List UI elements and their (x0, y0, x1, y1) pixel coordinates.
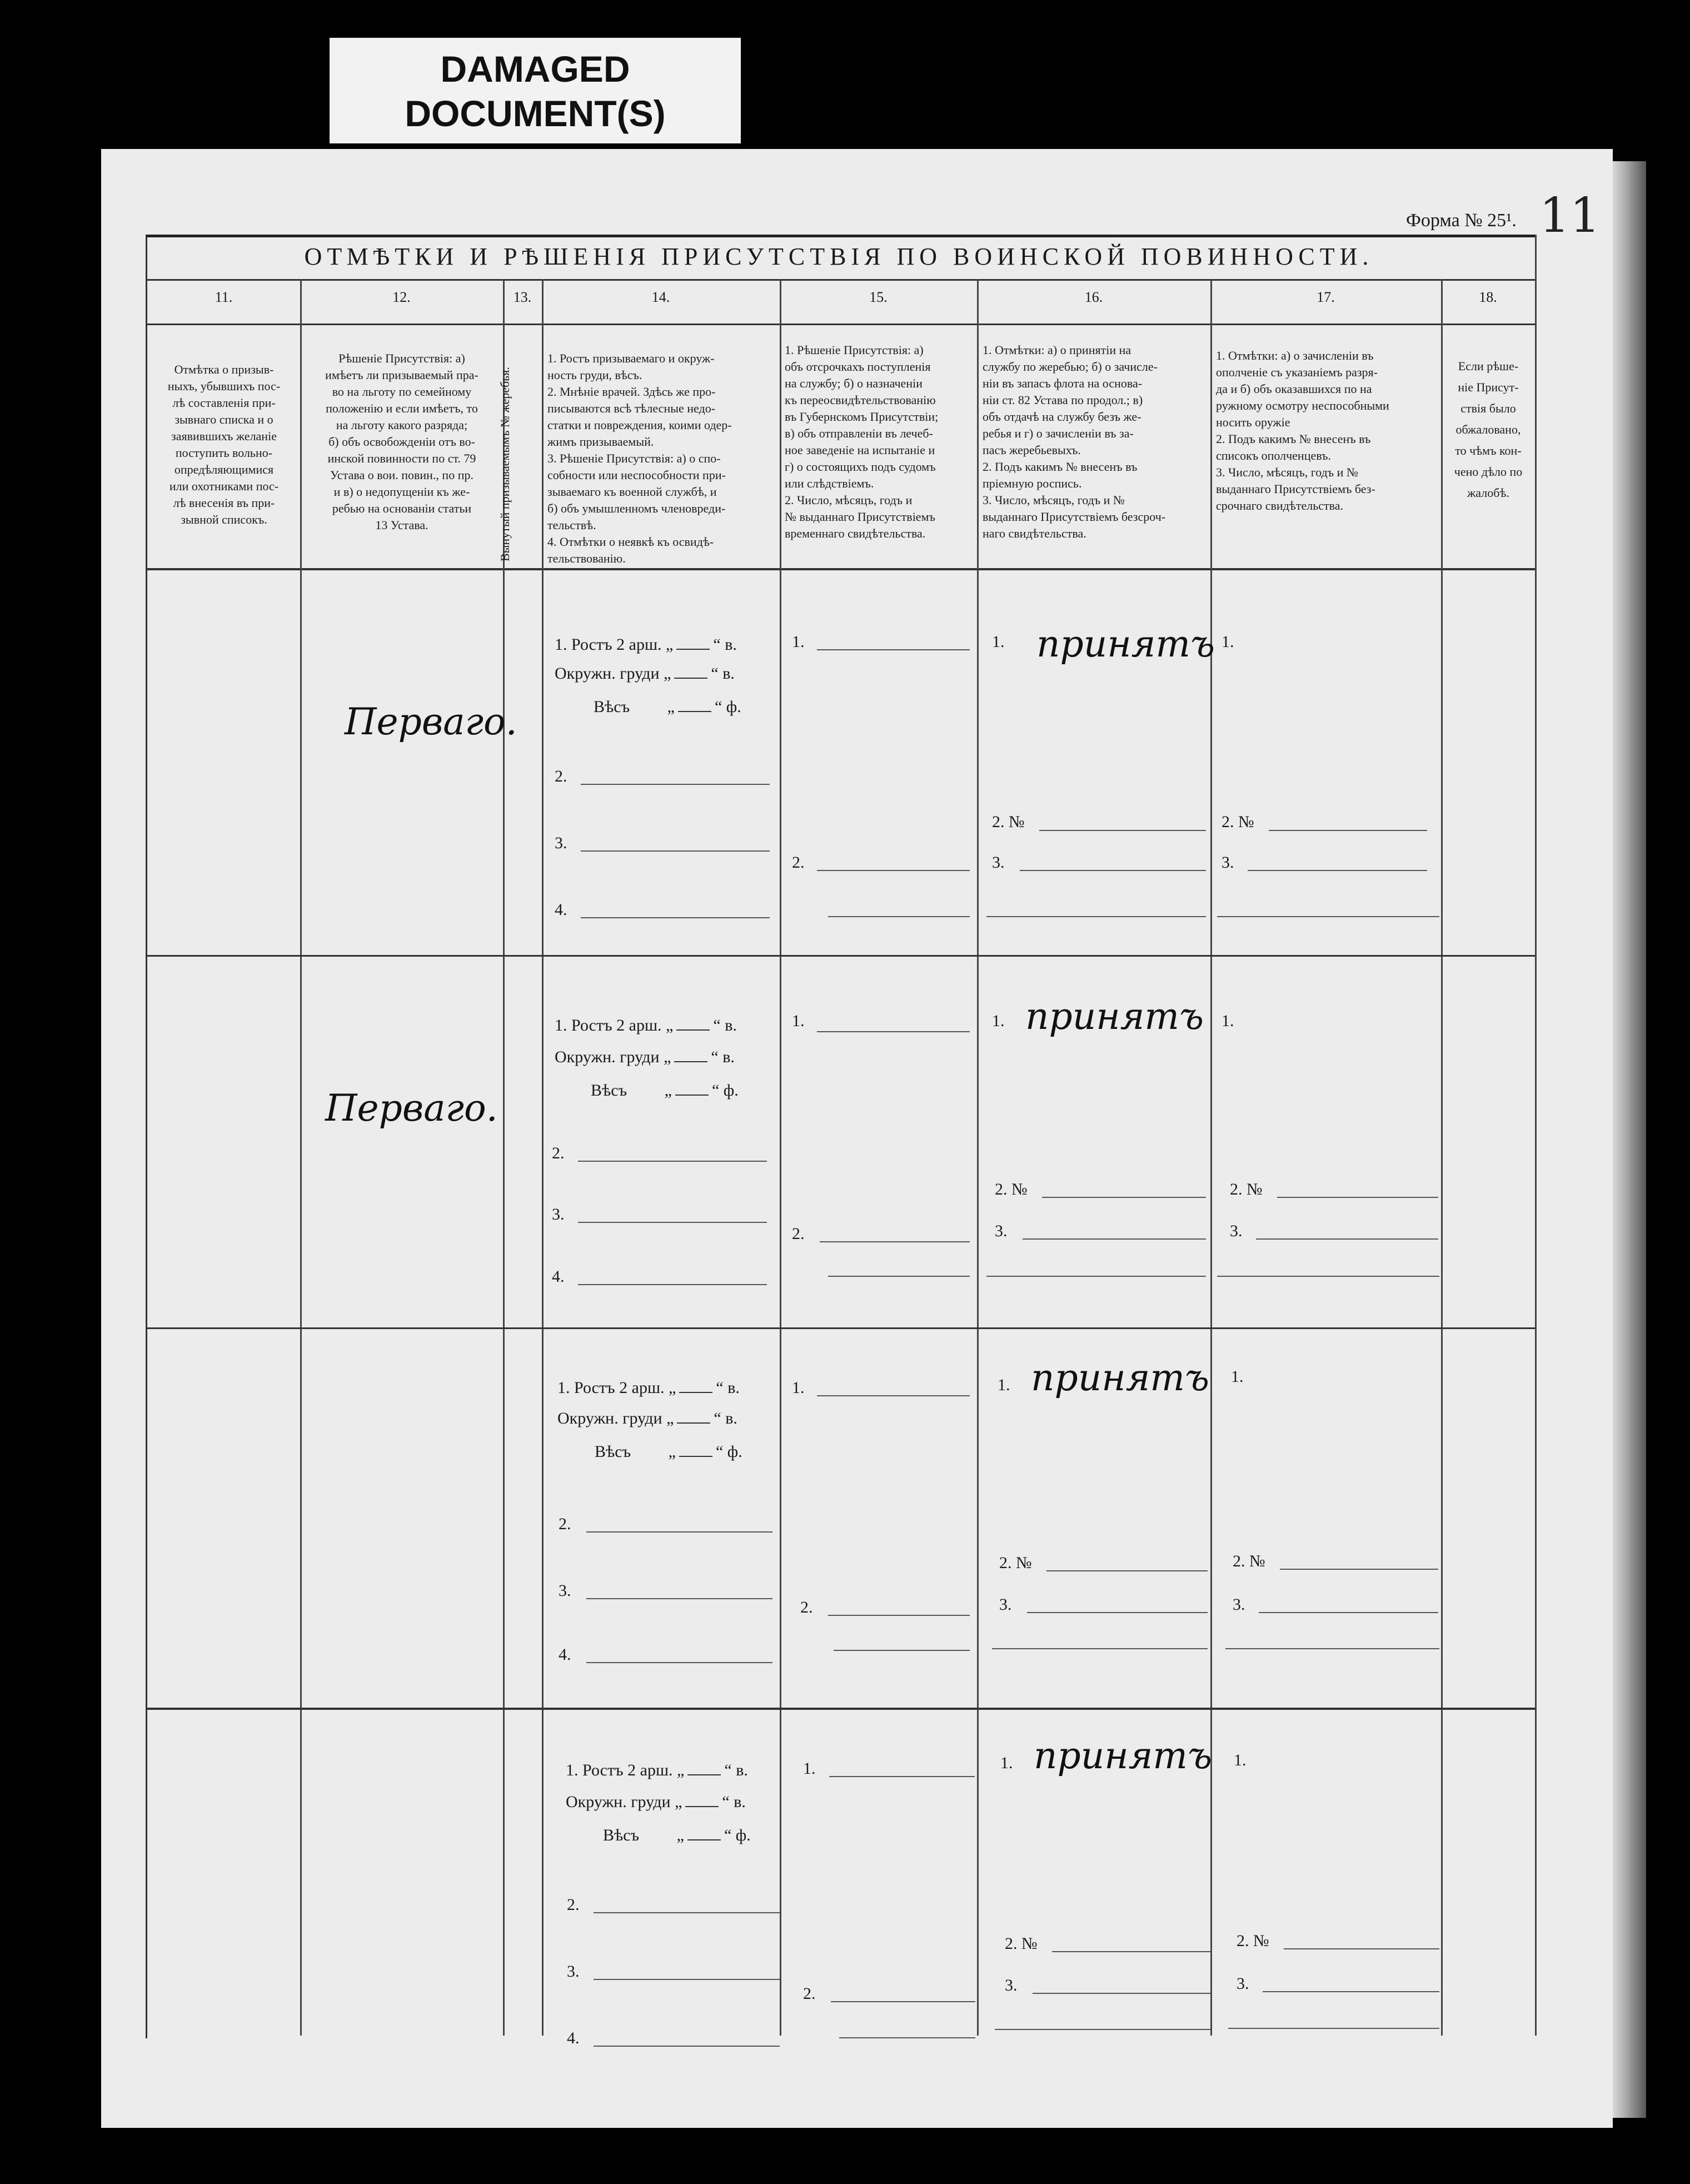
column-number-15: 15. (869, 289, 888, 305)
rule-under-headings (146, 568, 1535, 570)
row-separator-1 (146, 955, 1535, 957)
row2-col14-line3 (578, 1222, 767, 1223)
folio-number: 11 (1539, 188, 1601, 243)
column-heading-11: Отмѣтка о призыв- ныхъ, убывшихъ пос- лѣ составленія при- зывнаго списка и о заявившихъ желаніе поступить вольно- опредѣляющимися или охотниками пос- лѣ внесенія въ при- зывной списокъ. (167, 362, 281, 526)
row2-col15-line3 (828, 1276, 970, 1277)
page-edge (1613, 161, 1646, 2118)
row2-col16-item2: 2. № (995, 1180, 1028, 1198)
form-number: Форма № 25¹. (1406, 210, 1517, 231)
row1-col16-entry: принятъ (1036, 623, 1215, 665)
row2-col17-line4 (1217, 1276, 1439, 1277)
row4-col14-line2 (594, 1912, 780, 1913)
row3-chest-line: Окружн. груди „ “ в. (557, 1409, 737, 1427)
row3-col15-item2: 2. (800, 1598, 813, 1616)
row2-col16-item3: 3. (995, 1222, 1008, 1240)
row2-col14-item4: 4. (552, 1267, 565, 1286)
row1-col15-line2 (817, 870, 970, 871)
column-heading-12: Рѣшеніе Присутствія: а) имѣетъ ли призываемый пра- во на льготу по семейному положенію и если имѣетъ, то на льготу какого разряда; б) объ освобожденіи отъ во- инской повинности по ст. 79 Устава о вои. повин., по пр. и в) о недопущеніи къ же- ребью на основаніи статьи 13 Устава. (325, 351, 478, 532)
column-number-17: 17. (1317, 289, 1335, 305)
row2-col15-line2 (820, 1241, 970, 1242)
row4-col14-item2: 2. (567, 1896, 580, 1914)
row3-col17-item2: 2. № (1233, 1552, 1265, 1570)
row1-col14-item4: 4. (555, 901, 567, 919)
row4-col14-item4: 4. (567, 2029, 580, 2047)
row1-col14-item3: 3. (555, 834, 567, 852)
row1-col14-line3 (581, 850, 770, 852)
row3-col17-item1: 1. (1231, 1367, 1244, 1386)
row3-col16-item2: 2. № (999, 1554, 1032, 1572)
row4-col16-item1: 1. (1000, 1754, 1013, 1772)
row2-col15-item1: 1. (792, 1012, 805, 1030)
row2-col12-entry: Перваго. (325, 1087, 498, 1130)
row3-col15-item1: 1. (792, 1379, 805, 1397)
row1-col14-line4 (581, 917, 770, 918)
row2-col16-line3 (1023, 1238, 1206, 1240)
row4-col16-line3 (1033, 1993, 1210, 1994)
row1-col16-line2 (1039, 830, 1206, 831)
row2-col14-line4 (578, 1284, 767, 1285)
row1-height-line: 1. Ростъ 2 арш. „ “ в. (555, 635, 737, 654)
row3-col16-line4 (992, 1648, 1208, 1649)
row1-col17-item2: 2. № (1222, 813, 1254, 831)
column-heading-18: Если рѣше- ніе Присут- ствія было обжаловано, то чѣмъ кон- чено дѣло по жалобѣ. (1454, 359, 1523, 500)
row1-col15-item2: 2. (792, 853, 805, 872)
row1-col16-line3 (1020, 870, 1206, 871)
row3-col14-item4: 4. (559, 1645, 571, 1664)
row1-col14-item2: 2. (555, 767, 567, 785)
row4-col17-item2: 2. № (1237, 1932, 1269, 1950)
row4-col17-item1: 1. (1234, 1751, 1247, 1769)
row4-col16-item2: 2. № (1005, 1934, 1038, 1953)
row2-col16-line4 (986, 1276, 1206, 1277)
column-heading-15: 1. Рѣшеніе Присутствія: а) объ отсрочкахъ поступленія на службу; б) о назначеніи къ переосвидѣтельствованію въ Губернскомъ Присутствіи; в) объ отправленіи въ лечеб- ное заведеніе на испытаніе и г) о состоящихъ подъ судомъ или слѣдствіемъ. 2. Число, мѣсяцъ, годъ и № выданнаго Присутствіемъ временнаго свидѣтельства. (785, 343, 939, 540)
row2-col17-item3: 3. (1230, 1222, 1243, 1240)
row3-col14-line4 (586, 1662, 772, 1663)
row1-col16-item1: 1. (992, 633, 1005, 651)
row1-col16-item3: 3. (992, 853, 1005, 872)
row2-height-line: 1. Ростъ 2 арш. „ “ в. (555, 1016, 737, 1034)
row4-col17-line2 (1284, 1948, 1439, 1949)
row2-col14-line2 (578, 1161, 767, 1162)
row4-col15-line2 (831, 2001, 975, 2002)
row4-col16-line2 (1052, 1951, 1210, 1952)
row2-col17-item1: 1. (1222, 1012, 1234, 1030)
column-number-13: 13. (513, 289, 532, 305)
row3-col17-line2 (1280, 1569, 1438, 1570)
row1-col16-item2: 2. № (992, 813, 1025, 831)
row4-col14-item3: 3. (567, 1962, 580, 1981)
table-title: ОТМѢТКИ И РѢШЕНІЯ ПРИСУТСТВІЯ ПО ВОИНСКОЙ ПОВИННОСТИ. (304, 243, 1374, 270)
row1-col17-line2 (1269, 830, 1427, 831)
row3-col17-item3: 3. (1233, 1595, 1245, 1614)
stamp-line-2: DOCUMENT(S) (405, 93, 666, 134)
row2-chest-line: Окружн. груди „ “ в. (555, 1048, 735, 1066)
row4-col14-line3 (594, 1979, 780, 1980)
column-number-12: 12. (392, 289, 411, 305)
column-number-11: 11. (215, 289, 233, 305)
row1-weight-line: Вѣсъ „ “ ф. (594, 698, 741, 716)
row-separator-2 (146, 1327, 1535, 1329)
row3-col16-line3 (1027, 1612, 1208, 1613)
column-number-16: 16. (1084, 289, 1103, 305)
row2-col15-item2: 2. (792, 1225, 805, 1243)
row4-col17-item3: 3. (1237, 1974, 1249, 1993)
row1-chest-line: Окружн. груди „ “ в. (555, 664, 735, 683)
row4-col15-line1 (829, 1776, 975, 1777)
row1-col15-line1 (817, 649, 970, 650)
column-heading-14: 1. Ростъ призываемаго и окруж- ность груди, вѣсъ. 2. Мнѣніе врачей. Здѣсь же про- писываются всѣ тѣлесные недо- статки и повреждения, коими одер- жимъ призываемый. 3. Рѣшеніе Присутствія: а) о спо- собности или неспособности при- зываемаго къ военной службѣ, и б) объ умышленномъ членовреди- тельствѣ. 4. Отмѣтки о неявкѣ къ освидѣ- тельствованію. (547, 351, 732, 565)
rule-under-title (146, 279, 1535, 281)
row3-col16-item1: 1. (998, 1376, 1010, 1394)
row2-weight-line: Вѣсъ „ “ ф. (591, 1081, 739, 1100)
row1-col17-item3: 3. (1222, 853, 1234, 872)
column-heading-13: Вынутый призываемымъ № жеребья. (498, 367, 512, 561)
row-separator-3 (146, 1708, 1535, 1710)
row4-col17-line4 (1228, 2028, 1439, 2029)
row3-col15-line3 (834, 1650, 970, 1651)
row3-col14-item3: 3. (559, 1581, 571, 1600)
col-divider-3 (542, 279, 544, 2036)
row3-col17-line4 (1225, 1648, 1439, 1649)
row2-col17-item2: 2. № (1230, 1180, 1263, 1198)
row2-col16-entry: принятъ (1025, 995, 1204, 1038)
row3-col16-line2 (1046, 1570, 1208, 1571)
row1-col17-line3 (1248, 870, 1427, 871)
row4-col16-line4 (995, 2029, 1210, 2030)
row1-col16-line4 (986, 916, 1206, 917)
row1-col17-line4 (1217, 916, 1439, 917)
row4-col16-entry: принятъ (1034, 1734, 1213, 1777)
row4-height-line: 1. Ростъ 2 арш. „ “ в. (566, 1761, 748, 1779)
row3-weight-line: Вѣсъ „ “ ф. (595, 1442, 742, 1461)
row3-col16-entry: принятъ (1031, 1356, 1210, 1399)
col-divider-1 (300, 279, 302, 2036)
row4-col14-line4 (594, 2046, 780, 2047)
row1-col17-item1: 1. (1222, 633, 1234, 651)
row3-col14-line3 (586, 1598, 772, 1599)
row4-weight-line: Вѣсъ „ “ ф. (603, 1826, 751, 1844)
row4-col15-item1: 1. (803, 1759, 816, 1778)
row2-col14-item3: 3. (552, 1205, 565, 1223)
row3-col16-item3: 3. (999, 1595, 1012, 1614)
row2-col16-item1: 1. (992, 1012, 1005, 1030)
column-number-14: 14. (651, 289, 670, 305)
row4-chest-line: Окружн. груди „ “ в. (566, 1793, 746, 1811)
row2-col17-line3 (1256, 1238, 1438, 1240)
row4-col17-line3 (1263, 1991, 1439, 1992)
stamp-line-1: DAMAGED (440, 48, 630, 89)
col-divider-right (1535, 235, 1537, 2036)
row1-col12-entry: Перваго. (345, 700, 517, 743)
col-divider-4 (780, 279, 781, 2036)
row3-col14-line2 (586, 1531, 772, 1533)
col-divider-7 (1441, 279, 1443, 2036)
row4-col15-line3 (839, 2037, 975, 2038)
column-number-18: 18. (1479, 289, 1497, 305)
row4-col15-item2: 2. (803, 1984, 816, 2003)
row3-height-line: 1. Ростъ 2 арш. „ “ в. (557, 1379, 740, 1397)
row3-col17-line3 (1259, 1612, 1438, 1613)
column-heading-16: 1. Отмѣтки: а) о принятіи на службу по жеребью; б) о зачисле- ніи въ запасъ флота на основа- ніи ст. 82 Устава по продол.; в) объ отдачѣ на службу безъ же- ребья и г) о зачисленіи въ за- пасъ жеребьевыхъ. 2. Подъ какимъ № внесенъ въ пріемную роспись. 3. Число, мѣсяцъ, годъ и № выданнаго Присутствіемъ безсроч- наго свидѣтельства. (983, 343, 1166, 540)
row1-col15-line3 (828, 916, 970, 917)
row3-col14-item2: 2. (559, 1515, 571, 1533)
row2-col16-line2 (1042, 1197, 1206, 1198)
rule-under-numbers (146, 324, 1535, 325)
row3-col15-line1 (817, 1395, 970, 1396)
damaged-document-stamp (330, 38, 741, 143)
row2-col17-line2 (1277, 1197, 1438, 1198)
row4-col16-item3: 3. (1005, 1976, 1018, 1994)
row2-col15-line1 (817, 1031, 970, 1032)
row1-col14-line2 (581, 784, 770, 785)
row1-col15-item1: 1. (792, 633, 805, 651)
col-divider-5 (977, 279, 979, 2036)
row3-col15-line2 (828, 1615, 970, 1616)
column-heading-17: 1. Отмѣтки: а) о зачисленіи въ ополченіе съ указаніемъ разря- да и б) объ оказавшихся по на ружному осмотру неспособными носить оружіе 2. Подъ какимъ № внесенъ въ списокъ ополченцевъ. 3. Число, мѣсяцъ, годъ и № выданнаго Присутствіемъ без- срочнаго свидѣтельства. (1216, 349, 1389, 513)
row2-col14-item2: 2. (552, 1144, 565, 1162)
